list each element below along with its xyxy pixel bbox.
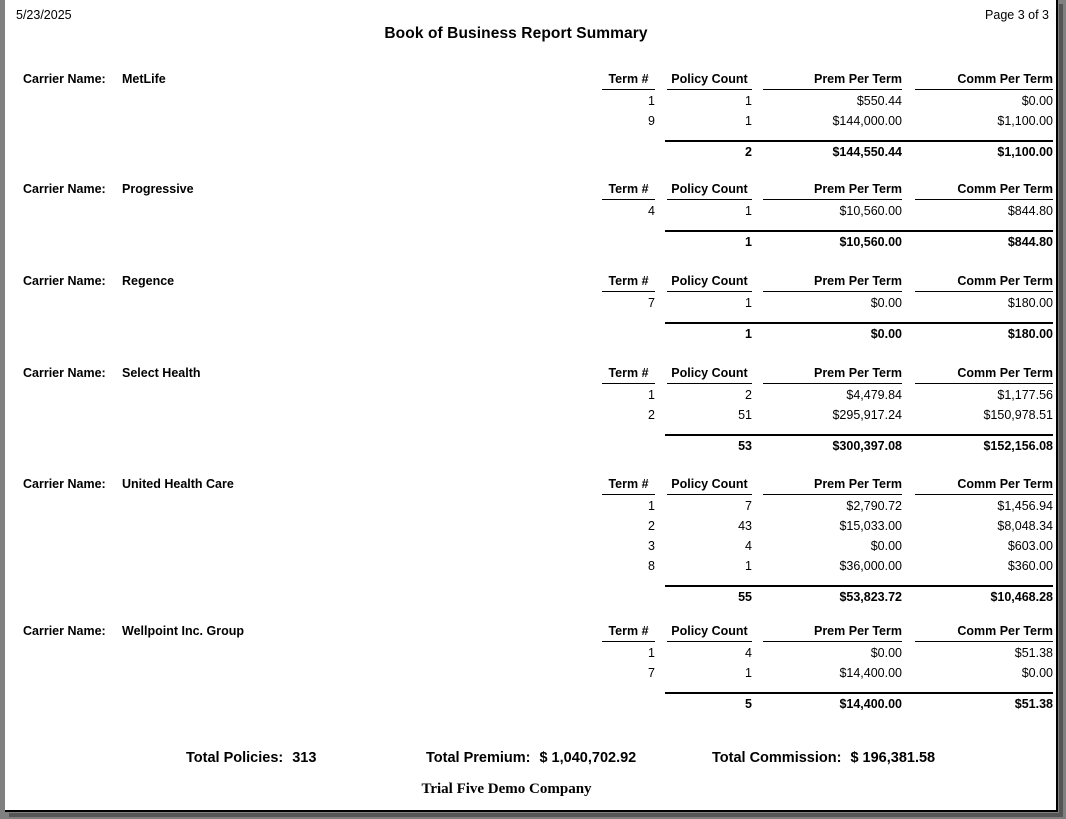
total-premium-value: $ 1,040,702.92 [539, 750, 637, 766]
carrier-name-value: MetLife [122, 72, 166, 86]
report-date: 5/23/2025 [16, 8, 72, 22]
cell-prem-per-term: $2,790.72 [846, 499, 902, 513]
table-header-row [602, 624, 1053, 646]
cell-term: 1 [648, 646, 655, 660]
total-policies-label: Total Policies: [186, 750, 284, 766]
cell-term: 4 [648, 204, 655, 218]
cell-term: 1 [648, 388, 655, 402]
carrier-name-label: Carrier Name: [23, 366, 106, 380]
cell-prem-per-term: $15,033.00 [839, 519, 902, 533]
subtotal-policy-count: 1 [745, 235, 752, 249]
table-row [602, 114, 1053, 134]
cell-comm-per-term: $360.00 [1007, 559, 1053, 573]
table-row [602, 204, 1053, 224]
col-header-term: Term # [602, 182, 655, 200]
table-header-row [602, 477, 1053, 499]
col-header-policy-count: Policy Count [667, 274, 752, 292]
subtotal-policy-count: 5 [745, 697, 752, 711]
subtotal-policy-count: 1 [745, 327, 752, 341]
cell-comm-per-term: $844.80 [1007, 204, 1053, 218]
col-header-prem-per-term: Prem Per Term [763, 182, 902, 200]
cell-policy-count: 1 [745, 204, 752, 218]
col-header-prem-per-term: Prem Per Term [763, 624, 902, 642]
subtotal-separator [602, 686, 1053, 697]
company-footer [5, 781, 1056, 798]
cell-term: 3 [648, 539, 655, 553]
cell-policy-count: 7 [745, 499, 752, 513]
col-header-policy-count: Policy Count [667, 72, 752, 90]
subtotal-prem-per-term: $0.00 [870, 327, 902, 341]
col-header-term: Term # [602, 624, 655, 642]
total-premium-label: Total Premium: [426, 750, 531, 766]
col-header-policy-count: Policy Count [667, 366, 752, 384]
page-title [5, 25, 1053, 43]
carrier-term-table [602, 624, 1053, 717]
page-title-text: Book of Business Report Summary [384, 25, 648, 42]
col-header-prem-per-term: Prem Per Term [763, 72, 902, 90]
table-row [602, 94, 1053, 114]
table-row [602, 499, 1053, 519]
col-header-policy-count: Policy Count [667, 624, 752, 642]
cell-prem-per-term: $14,400.00 [839, 666, 902, 680]
cell-comm-per-term: $603.00 [1007, 539, 1053, 553]
total-policies-value: 313 [292, 750, 317, 766]
carrier-name-value: United Health Care [122, 477, 234, 491]
subtotal-rule [665, 585, 1053, 587]
subtotal-row [602, 145, 1053, 165]
page-indicator: Page 3 of 3 [985, 8, 1049, 22]
cell-prem-per-term: $144,000.00 [832, 114, 902, 128]
col-header-term: Term # [602, 274, 655, 292]
col-header-term: Term # [602, 366, 655, 384]
carrier-term-table [602, 366, 1053, 459]
cell-prem-per-term: $550.44 [856, 94, 902, 108]
carrier-name-value: Select Health [122, 366, 201, 380]
cell-prem-per-term: $36,000.00 [839, 559, 902, 573]
cell-term: 7 [648, 296, 655, 310]
carrier-name-label: Carrier Name: [23, 72, 106, 86]
subtotal-comm-per-term: $10,468.28 [990, 590, 1053, 604]
subtotal-separator [602, 134, 1053, 145]
carrier-term-table [602, 274, 1053, 347]
cell-prem-per-term: $4,479.84 [846, 388, 902, 402]
carrier-name-value: Regence [122, 274, 175, 288]
carrier-term-table [602, 182, 1053, 255]
subtotal-prem-per-term: $10,560.00 [839, 235, 902, 249]
table-row [602, 388, 1053, 408]
cell-comm-per-term: $180.00 [1007, 296, 1053, 310]
subtotal-separator [602, 579, 1053, 590]
cell-policy-count: 1 [745, 296, 752, 310]
cell-policy-count: 1 [745, 114, 752, 128]
cell-policy-count: 4 [745, 646, 752, 660]
table-row [602, 519, 1053, 539]
col-header-comm-per-term: Comm Per Term [915, 72, 1053, 90]
cell-prem-per-term: $0.00 [870, 539, 902, 553]
subtotal-comm-per-term: $180.00 [1007, 327, 1053, 341]
cell-prem-per-term: $0.00 [870, 296, 902, 310]
col-header-term: Term # [602, 72, 655, 90]
cell-prem-per-term: $10,560.00 [839, 204, 902, 218]
table-header-row [602, 274, 1053, 296]
cell-policy-count: 4 [745, 539, 752, 553]
table-row [602, 539, 1053, 559]
report-page [5, 0, 1058, 812]
table-header-row [602, 72, 1053, 94]
cell-comm-per-term: $51.38 [1014, 646, 1053, 660]
table-row [602, 296, 1053, 316]
cell-policy-count: 43 [738, 519, 752, 533]
subtotal-separator [602, 316, 1053, 327]
col-header-prem-per-term: Prem Per Term [763, 274, 902, 292]
col-header-term: Term # [602, 477, 655, 495]
carrier-name-value: Wellpoint Inc. Group [122, 624, 244, 638]
col-header-comm-per-term: Comm Per Term [915, 624, 1053, 642]
cell-policy-count: 1 [745, 666, 752, 680]
cell-policy-count: 51 [738, 408, 752, 422]
table-row [602, 408, 1053, 428]
col-header-policy-count: Policy Count [667, 182, 752, 200]
col-header-comm-per-term: Comm Per Term [915, 477, 1053, 495]
carrier-name-value: Progressive [122, 182, 194, 196]
cell-comm-per-term: $1,456.94 [997, 499, 1053, 513]
total-commission-label: Total Commission: [712, 750, 842, 766]
subtotal-separator [602, 428, 1053, 439]
cell-term: 1 [648, 94, 655, 108]
subtotal-row [602, 590, 1053, 610]
subtotal-policy-count: 55 [738, 590, 752, 604]
total-commission [712, 750, 935, 766]
carrier-name-label: Carrier Name: [23, 624, 106, 638]
subtotal-prem-per-term: $14,400.00 [839, 697, 902, 711]
cell-comm-per-term: $8,048.34 [997, 519, 1053, 533]
col-header-comm-per-term: Comm Per Term [915, 182, 1053, 200]
col-header-comm-per-term: Comm Per Term [915, 366, 1053, 384]
subtotal-comm-per-term: $51.38 [1014, 697, 1053, 711]
table-row [602, 559, 1053, 579]
grand-totals [5, 750, 1053, 774]
subtotal-row [602, 697, 1053, 717]
subtotal-prem-per-term: $53,823.72 [839, 590, 902, 604]
subtotal-prem-per-term: $300,397.08 [832, 439, 902, 453]
carrier-name-label: Carrier Name: [23, 477, 106, 491]
subtotal-policy-count: 2 [745, 145, 752, 159]
company-name-text: Trial Five Demo Company [421, 781, 592, 797]
table-row [602, 666, 1053, 686]
cell-term: 1 [648, 499, 655, 513]
page-shadow-right [1059, 4, 1063, 816]
cell-comm-per-term: $150,978.51 [983, 408, 1053, 422]
cell-comm-per-term: $0.00 [1021, 666, 1053, 680]
carrier-term-table [602, 477, 1053, 610]
subtotal-comm-per-term: $152,156.08 [983, 439, 1053, 453]
col-header-policy-count: Policy Count [667, 477, 752, 495]
subtotal-policy-count: 53 [738, 439, 752, 453]
carrier-term-table [602, 72, 1053, 165]
table-row [602, 646, 1053, 666]
report-header [5, 0, 1053, 56]
total-premium [426, 750, 636, 766]
subtotal-rule [665, 692, 1053, 694]
cell-policy-count: 1 [745, 94, 752, 108]
cell-prem-per-term: $0.00 [870, 646, 902, 660]
cell-term: 8 [648, 559, 655, 573]
subtotal-comm-per-term: $844.80 [1007, 235, 1053, 249]
subtotal-row [602, 439, 1053, 459]
col-header-prem-per-term: Prem Per Term [763, 366, 902, 384]
subtotal-rule [665, 434, 1053, 436]
subtotal-row [602, 235, 1053, 255]
table-header-row [602, 182, 1053, 204]
subtotal-comm-per-term: $1,100.00 [997, 145, 1053, 159]
subtotal-row [602, 327, 1053, 347]
subtotal-prem-per-term: $144,550.44 [832, 145, 902, 159]
subtotal-separator [602, 224, 1053, 235]
subtotal-rule [665, 322, 1053, 324]
total-policies [186, 750, 316, 766]
cell-term: 2 [648, 408, 655, 422]
total-commission-value: $ 196,381.58 [850, 750, 936, 766]
table-header-row [602, 366, 1053, 388]
cell-term: 2 [648, 519, 655, 533]
col-header-prem-per-term: Prem Per Term [763, 477, 902, 495]
carrier-name-label: Carrier Name: [23, 182, 106, 196]
cell-comm-per-term: $1,177.56 [997, 388, 1053, 402]
cell-policy-count: 2 [745, 388, 752, 402]
cell-comm-per-term: $1,100.00 [997, 114, 1053, 128]
subtotal-rule [665, 140, 1053, 142]
cell-term: 7 [648, 666, 655, 680]
subtotal-rule [665, 230, 1053, 232]
cell-policy-count: 1 [745, 559, 752, 573]
cell-comm-per-term: $0.00 [1021, 94, 1053, 108]
carrier-name-label: Carrier Name: [23, 274, 106, 288]
cell-prem-per-term: $295,917.24 [832, 408, 902, 422]
col-header-comm-per-term: Comm Per Term [915, 274, 1053, 292]
cell-term: 9 [648, 114, 655, 128]
page-shadow-bottom [9, 813, 1063, 817]
